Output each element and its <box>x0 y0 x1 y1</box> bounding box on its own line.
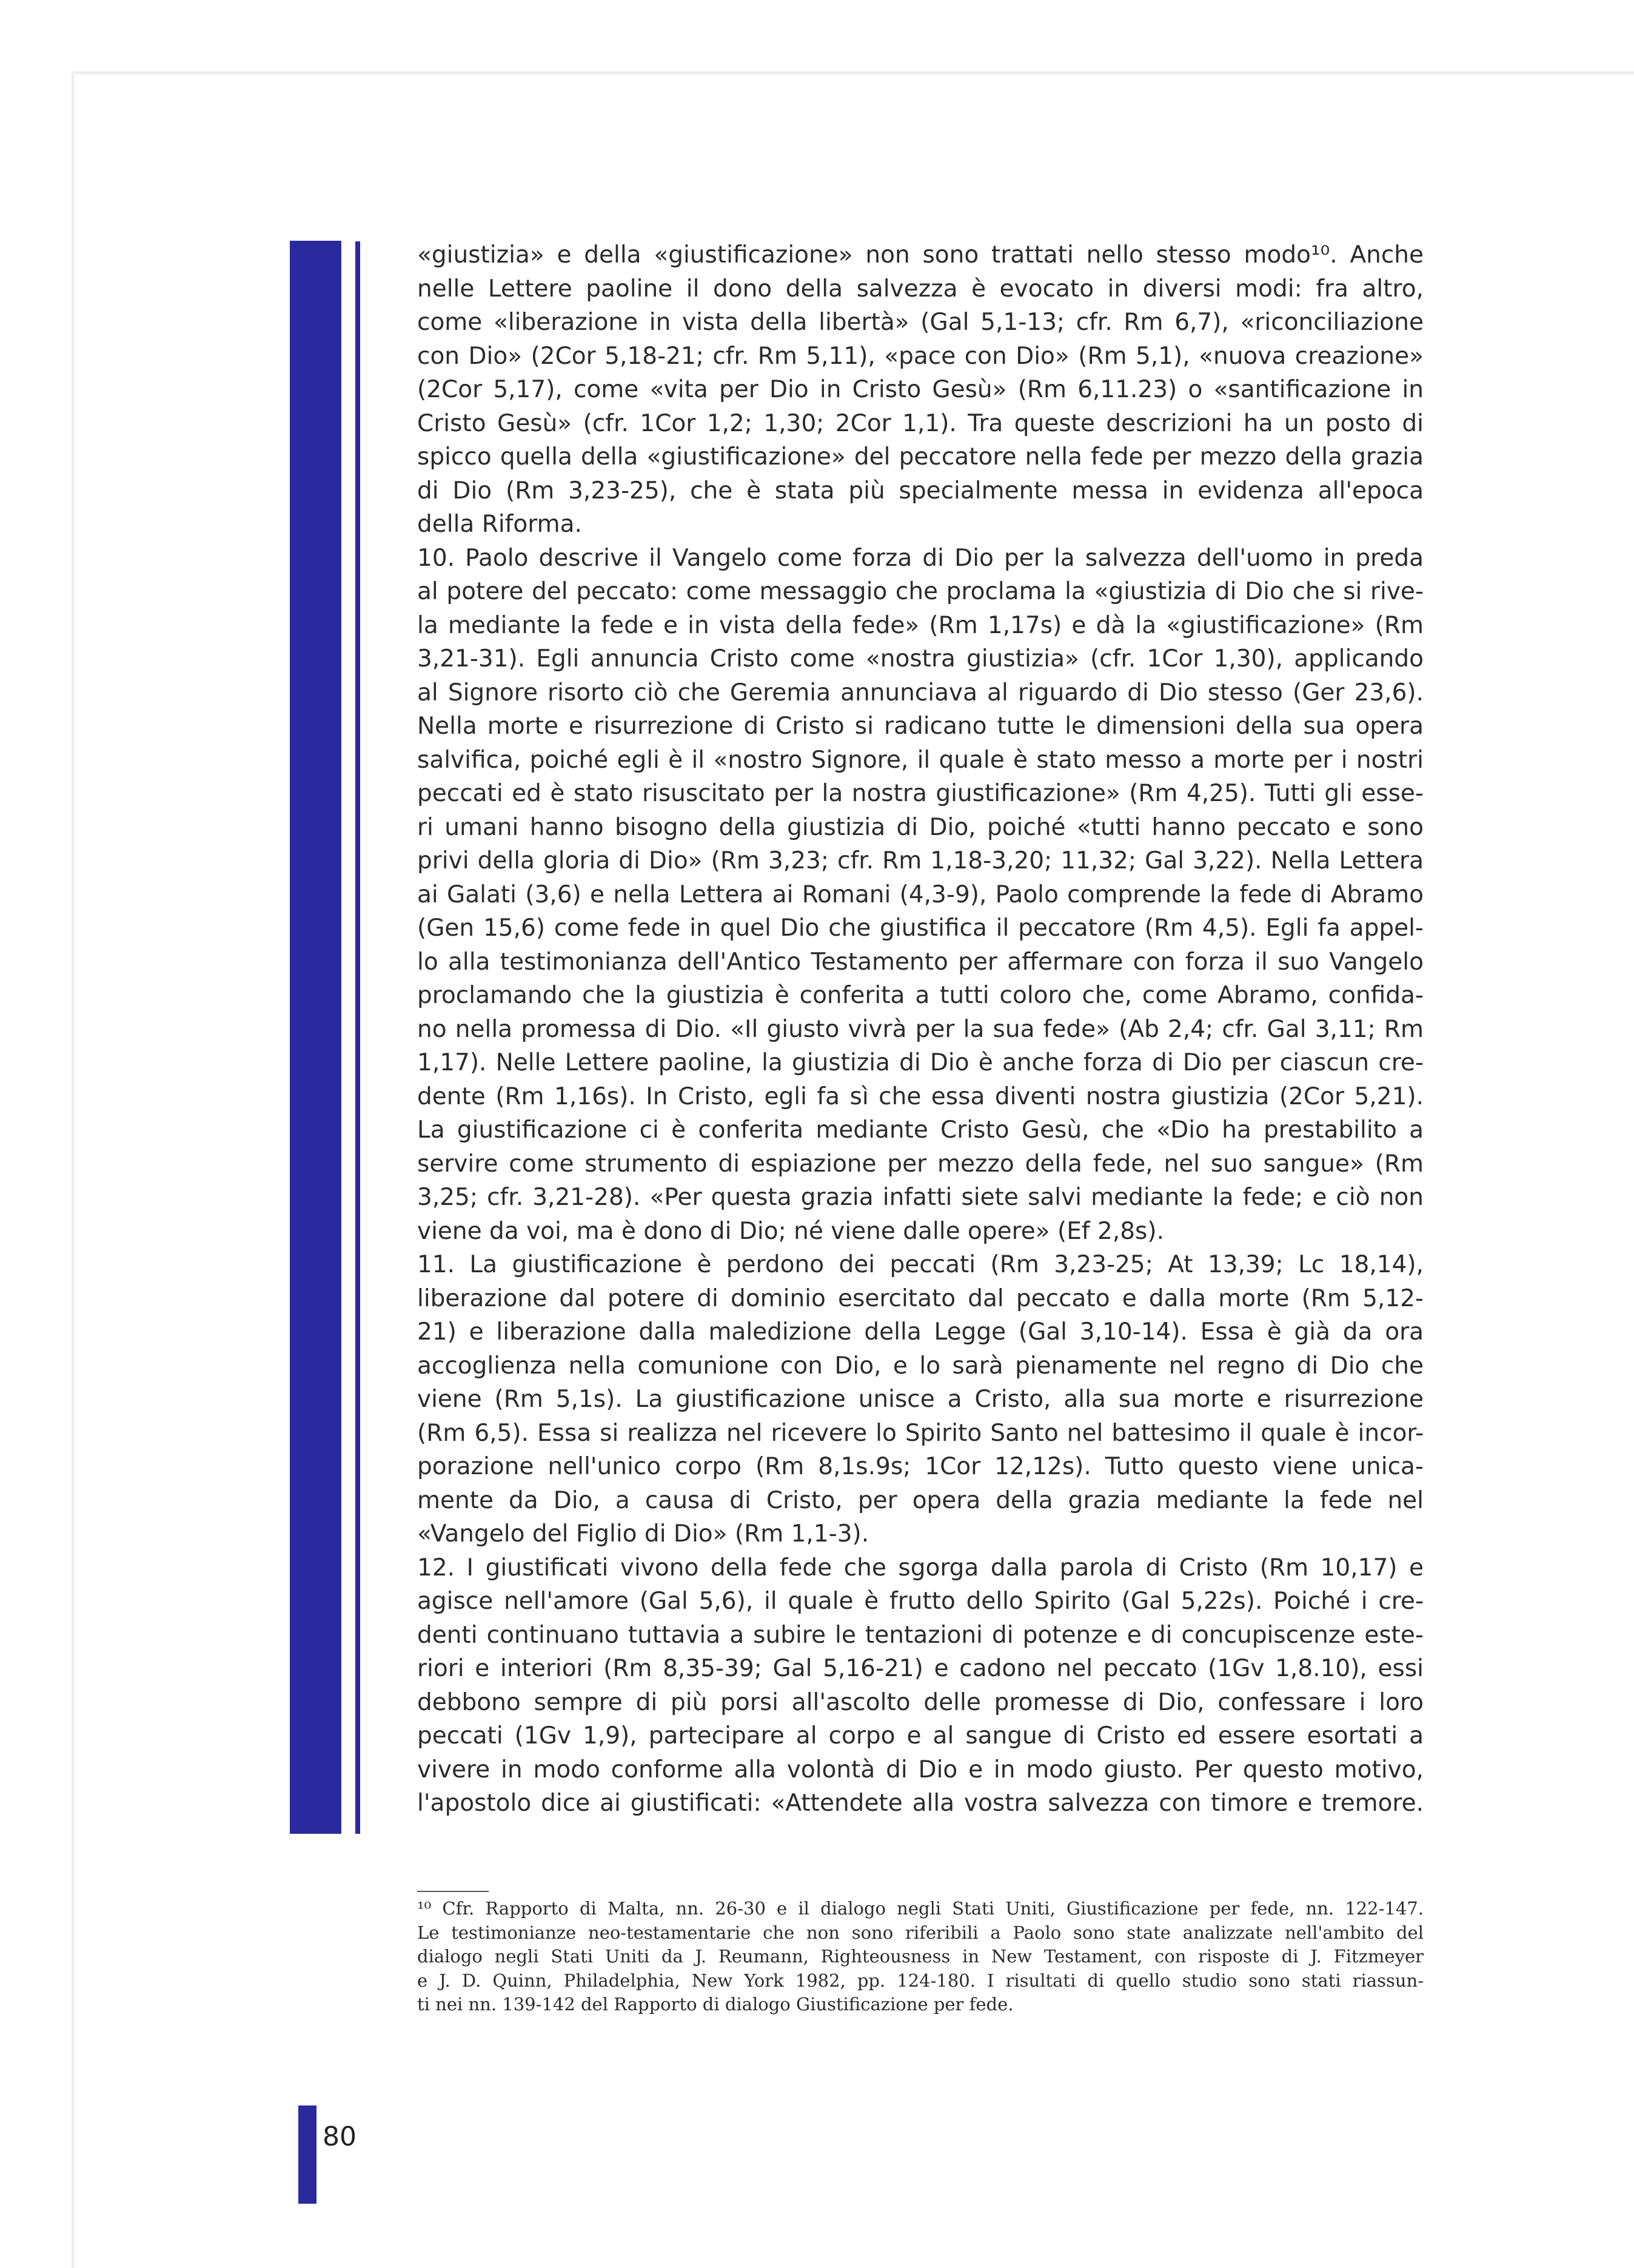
body-line: viene da voi, ma è dono di Dio; né viene dalle opere» (Ef 2,8s). <box>417 1217 1164 1245</box>
body-line: no nella promessa di Dio. «Il giusto vivrà per la sua fede» (Ab 2,4; cfr. Gal 3,11; Rm <box>417 1015 1424 1043</box>
footnote-line: dialogo negli Stati Uniti da J. Reumann, Righteousness in New Testament, con risposte di J. Fitzmeyer <box>417 1946 1424 1967</box>
footnote <box>417 1897 1424 2017</box>
body-line: con Dio» (2Cor 5,18-21; cfr. Rm 5,11), «pace con Dio» (Rm 5,1), «nuova creazione» <box>417 342 1424 370</box>
body-line: 21) e liberazione dalla maledizione della Legge (Gal 3,10-14). Essa è già da ora <box>417 1318 1424 1346</box>
body-line: peccati ed è stato risuscitato per la nostra giustificazione» (Rm 4,25). Tutti gli esse- <box>417 780 1424 807</box>
body-line: salvifica, poiché egli è il «nostro Signore, il quale è stato messo a morte per i nostri <box>417 746 1424 774</box>
body-line: liberazione dal potere di dominio esercitato dal peccato e dalla morte (Rm 5,12- <box>417 1284 1424 1312</box>
margin-accent-line <box>355 241 360 1834</box>
body-line: La giustificazione ci è conferita mediante Cristo Gesù, che «Dio ha prestabilito a <box>417 1116 1424 1144</box>
body-line: nelle Lettere paoline il dono della salvezza è evocato in diversi modi: fra altro, <box>417 275 1424 303</box>
body-text <box>417 238 1424 1820</box>
scan-edge-left <box>72 73 75 2268</box>
body-line: 3,25; cfr. 3,21-28). «Per questa grazia infatti siete salvi mediante la fede; e ciò non <box>417 1184 1424 1211</box>
body-line: accoglienza nella comunione con Dio, e lo sarà pienamente nel regno di Dio che <box>417 1352 1424 1380</box>
body-line: agisce nell'amore (Gal 5,6), il quale è frutto dello Spirito (Gal 5,22s). Poiché i cre- <box>417 1588 1424 1615</box>
body-line: (Rm 6,5). Essa si realizza nel ricevere lo Spirito Santo nel battesimo il quale è incor- <box>417 1419 1424 1447</box>
body-line: ri umani hanno bisogno della giustizia di Dio, poiché «tutti hanno peccato e sono <box>417 813 1424 841</box>
body-line: al Signore risorto ciò che Geremia annunciava al riguardo di Dio stesso (Ger 23,6). <box>417 679 1424 706</box>
scan-edge-top <box>73 72 1634 75</box>
body-line: ai Galati (3,6) e nella Lettera ai Romani (4,3-9), Paolo comprende la fede di Abramo <box>417 881 1424 908</box>
body-line: peccati (1Gv 1,9), partecipare al corpo e al sangue di Cristo ed essere esortati a <box>417 1722 1424 1750</box>
body-line: viene (Rm 5,1s). La giustificazione unisce a Cristo, alla sua morte e risurrezione <box>417 1386 1424 1413</box>
body-line: denti continuano tuttavia a subire le tentazioni di potenze e di concupiscenze este- <box>417 1621 1424 1649</box>
body-line: al potere del peccato: come messaggio che proclama la «giustizia di Dio che si rive- <box>417 578 1424 605</box>
body-line: come «liberazione in vista della libertà» (Gal 5,1-13; cfr. Rm 6,7), «riconciliazione <box>417 309 1424 336</box>
body-line: 11. La giustificazione è perdono dei peccati (Rm 3,23-25; At 13,39; Lc 18,14), <box>417 1251 1424 1278</box>
footnote-line: ¹⁰ Cfr. Rapporto di Malta, nn. 26-30 e il dialogo negli Stati Uniti, Giustificazione per fede, nn. 122-147. <box>417 1898 1424 1919</box>
body-line: 3,21-31). Egli annuncia Cristo come «nostra giustizia» (cfr. 1Cor 1,30), applicando <box>417 645 1424 673</box>
body-line: riori e interiori (Rm 8,35-39; Gal 5,16-21) e cadono nel peccato (1Gv 1,8.10), essi <box>417 1655 1424 1682</box>
footnote-line: ti nei nn. 139-142 del Rapporto di dialogo Giustificazione per fede. <box>417 1994 1014 2015</box>
body-line: della Riforma. <box>417 511 582 538</box>
body-line: vivere in modo conforme alla volontà di Dio e in modo giusto. Per questo motivo, <box>417 1756 1424 1783</box>
body-line: di Dio (Rm 3,23-25), che è stata più specialmente messa in evidenza all'epoca <box>417 477 1424 505</box>
body-line: lo alla testimonianza dell'Antico Testamento per affermare con forza il suo Vangelo <box>417 948 1424 976</box>
body-line: 1,17). Nelle Lettere paoline, la giustizia di Dio è anche forza di Dio per ciascun cre- <box>417 1049 1424 1076</box>
footnote-rule <box>417 1891 489 1892</box>
margin-accent-bar <box>290 241 341 1834</box>
page-number-accent <box>298 2105 316 2204</box>
body-line: mente da Dio, a causa di Cristo, per opera della grazia mediante la fede nel <box>417 1486 1424 1514</box>
page-number: 80 <box>323 2121 357 2152</box>
footnote-line: e J. D. Quinn, Philadelphia, New York 1982, pp. 124-180. I risultati di quello studio sono stati riassun- <box>417 1970 1424 1991</box>
body-line: servire come strumento di espiazione per mezzo della fede, nel suo sangue» (Rm <box>417 1150 1424 1178</box>
body-line: Cristo Gesù» (cfr. 1Cor 1,2; 1,30; 2Cor 1,1). Tra queste descrizioni ha un posto di <box>417 409 1424 437</box>
body-line: 12. I giustificati vivono della fede che sgorga dalla parola di Cristo (Rm 10,17) e <box>417 1554 1424 1582</box>
body-line: debbono sempre di più porsi all'ascolto delle promesse di Dio, confessare i loro <box>417 1688 1424 1716</box>
body-line: spicco quella della «giustificazione» del peccatore nella fede per mezzo della grazia <box>417 443 1424 471</box>
body-line: Nella morte e risurrezione di Cristo si radicano tutte le dimensioni della sua opera <box>417 713 1424 740</box>
body-line: «giustizia» e della «giustificazione» non sono trattati nello stesso modo¹⁰. Anche <box>417 241 1424 269</box>
body-line: dente (Rm 1,16s). In Cristo, egli fa sì che essa diventi nostra giustizia (2Cor 5,21). <box>417 1082 1424 1110</box>
body-line: l'apostolo dice ai giustificati: «Attendete alla vostra salvezza con timore e tremore. <box>417 1790 1424 1817</box>
footnote-line: Le testimonianze neo-testamentarie che non sono riferibili a Paolo sono state analizzate nell'ambito del <box>417 1922 1424 1943</box>
body-line: la mediante la fede e in vista della fede» (Rm 1,17s) e dà la «giustificazione» (Rm <box>417 611 1424 639</box>
body-line: privi della gloria di Dio» (Rm 3,23; cfr. Rm 1,18-3,20; 11,32; Gal 3,22). Nella Lettera <box>417 847 1424 874</box>
body-line: proclamando che la giustizia è conferita a tutti coloro che, come Abramo, confida- <box>417 982 1424 1009</box>
body-line: «Vangelo del Figlio di Dio» (Rm 1,1-3). <box>417 1520 869 1548</box>
body-line: (Gen 15,6) come fede in quel Dio che giustifica il peccatore (Rm 4,5). Egli fa appel- <box>417 914 1424 942</box>
body-line: 10. Paolo descrive il Vangelo come forza di Dio per la salvezza dell'uomo in preda <box>417 544 1424 572</box>
body-line: porazione nell'unico corpo (Rm 8,1s.9s; 1Cor 12,12s). Tutto questo viene unica- <box>417 1453 1424 1480</box>
body-line: (2Cor 5,17), come «vita per Dio in Cristo Gesù» (Rm 6,11.23) o «santificazione in <box>417 376 1424 403</box>
